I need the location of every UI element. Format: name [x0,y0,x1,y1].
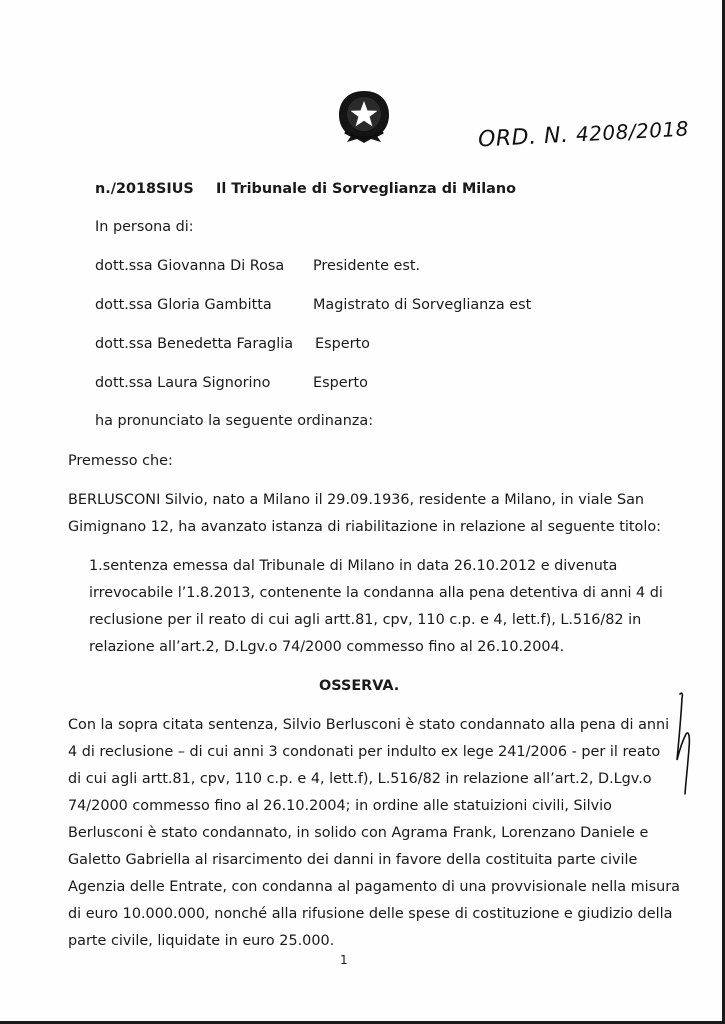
osserva-paragraph-line: Con la sopra citata sentenza, Silvio Berlusconi è stato condannato alla pena di anni [68,717,670,733]
osserva-paragraph-line: 74/2000 commesso fino al 26.10.2004; in ordine alle statuizioni civili, Silvio [68,798,612,814]
panel-member-role: Presidente est. [313,258,421,274]
panel-member-name: dott.ssa Laura Signorino [95,375,271,391]
title-item-line: relazione all’art.2, D.Lgv.o 74/2000 commesso fino al 26.10.2004. [89,639,565,655]
panel-member-role: Magistrato di Sorveglianza est [313,297,532,313]
panel-member-role: Esperto [315,336,370,352]
page-number: 1 [340,953,348,967]
osserva-paragraph-line: 4 di reclusione – di cui anni 3 condonati per indulto ex lege 241/2006 - per il reato [68,744,661,760]
title-item-line: irrevocabile l’1.8.2013, contenente la condanna alla pena detentiva di anni 4 di [89,585,663,601]
osserva-paragraph-line: Agenzia delle Entrate, con condanna al pagamento di una provvisionale nella misura [68,879,681,895]
court-name: Il Tribunale di Sorveglianza di Milano [216,181,516,197]
panel-intro: In persona di: [95,219,194,235]
panel-member-name: dott.ssa Giovanna Di Rosa [95,258,285,274]
panel-member-name: dott.ssa Benedetta Faraglia [95,336,294,352]
title-item-line: reclusione per il reato di cui agli artt.81, cpv, 110 c.p. e 4, lett.f), L.516/82 in [89,612,642,628]
panel-outro: ha pronunciato la seguente ordinanza: [95,413,374,429]
order-prefix: ORD. N. [477,122,570,153]
handwritten-order-number [477,116,689,152]
registry-number: n./2018SIUS [95,181,194,197]
italian-republic-emblem-icon [333,88,395,146]
order-number: 4208/2018 [575,116,690,147]
osserva-paragraph-line: di cui agli artt.81, cpv, 110 c.p. e 4, lett.f), L.516/82 in relazione all’art.2, D.Lgv.o [68,771,652,787]
premesso-paragraph-line: BERLUSCONI Silvio, nato a Milano il 29.09.1936, residente a Milano, in viale San [68,492,645,508]
panel-member-name: dott.ssa Gloria Gambitta [95,297,272,313]
premesso-heading: Premesso che: [68,453,173,469]
panel-member-role: Esperto [313,375,368,391]
osserva-heading: OSSERVA. [319,678,400,694]
osserva-paragraph-line: di euro 10.000.000, nonché alla rifusione delle spese di costituzione e giudizio della [68,906,673,922]
title-item-line: 1.sentenza emessa dal Tribunale di Milano in data 26.10.2012 e divenuta [89,558,618,574]
handwritten-signature-icon [668,688,698,798]
premesso-paragraph-line: Gimignano 12, ha avanzato istanza di riabilitazione in relazione al seguente titolo: [68,519,661,535]
osserva-paragraph-line: Galetto Gabriella al risarcimento dei danni in favore della costituita parte civile [68,852,638,868]
osserva-paragraph-line: Berlusconi è stato condannato, in solido con Agrama Frank, Lorenzano Daniele e [68,825,649,841]
osserva-paragraph-line: parte civile, liquidate in euro 25.000. [68,933,335,949]
